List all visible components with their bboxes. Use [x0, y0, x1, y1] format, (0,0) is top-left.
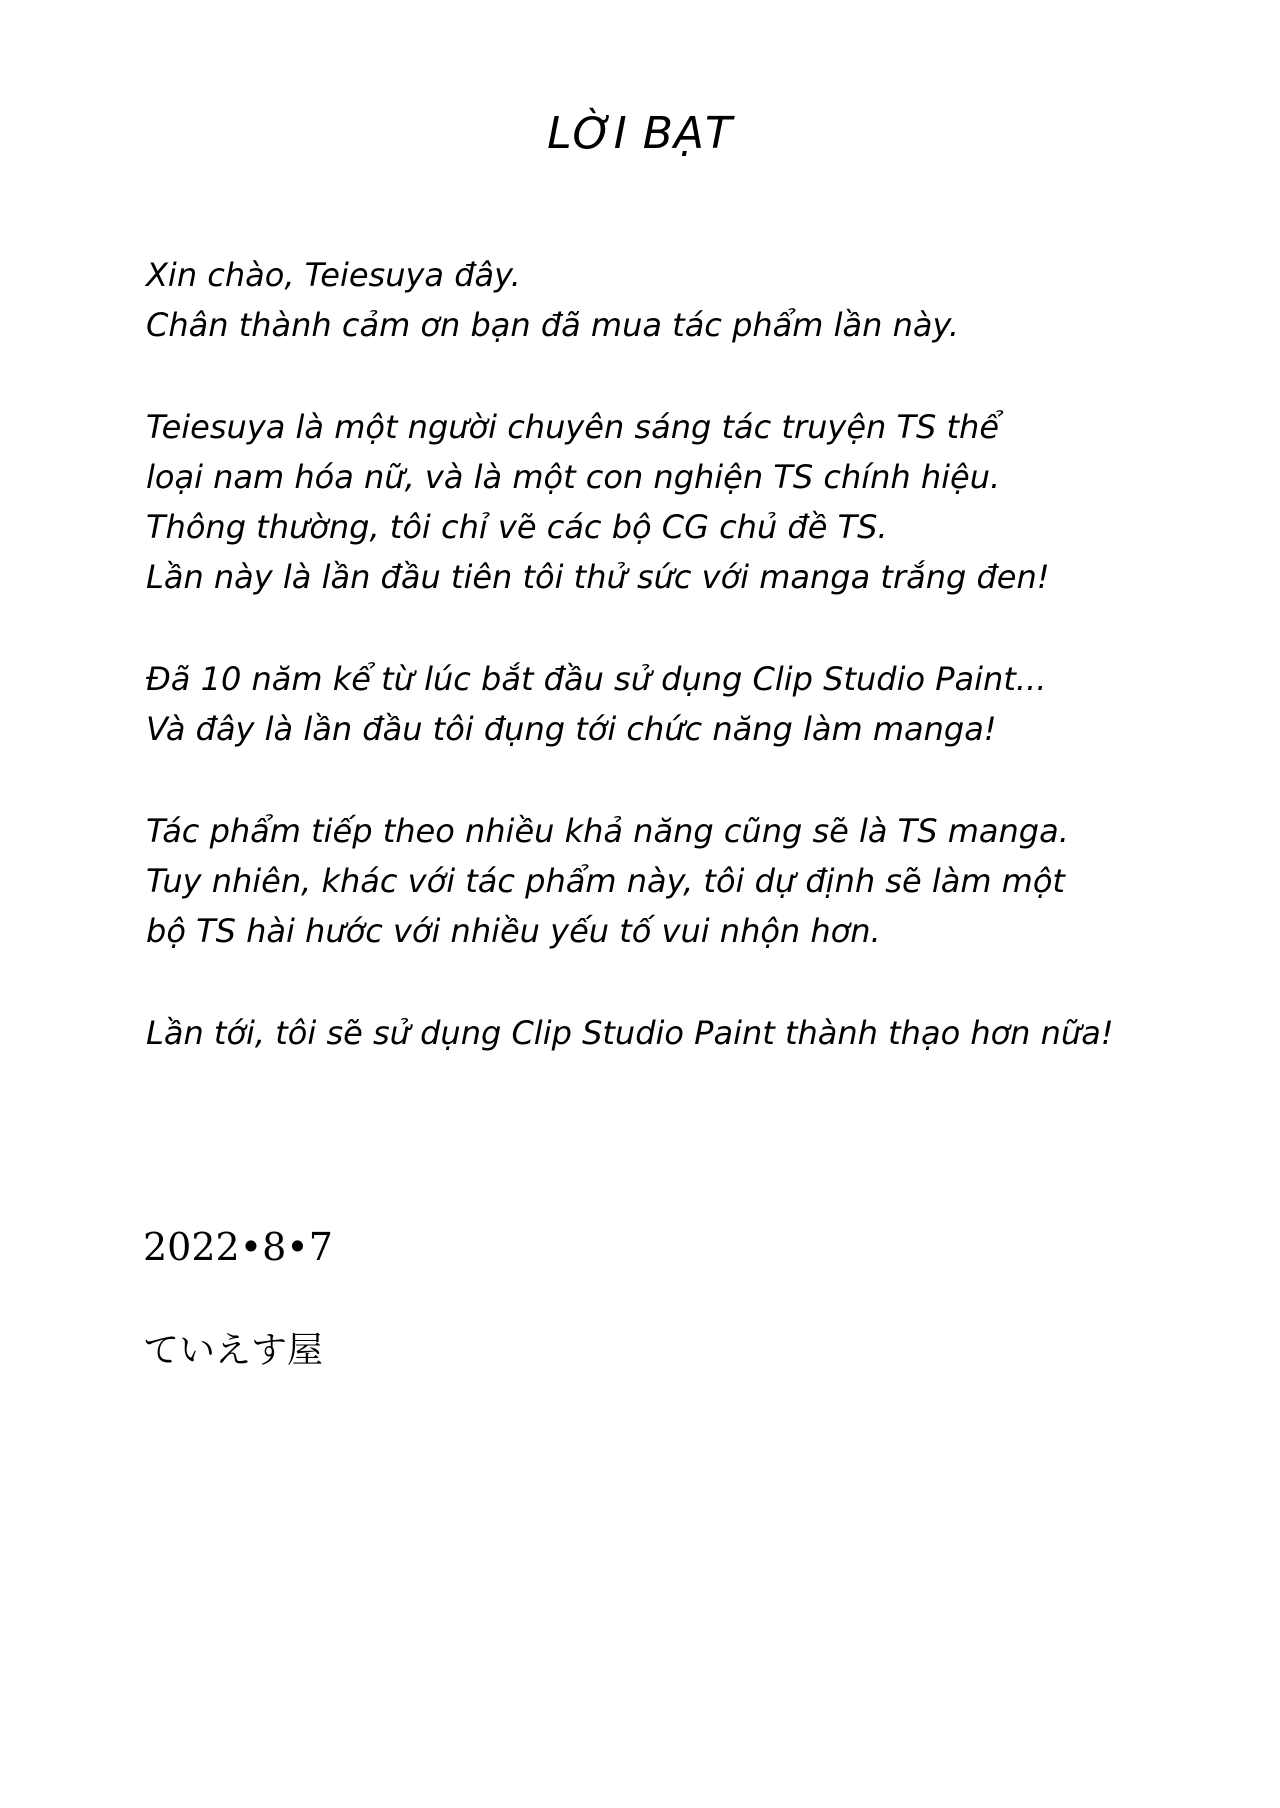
text-line: Teiesuya là một người chuyên sáng tác truyện TS thể	[146, 408, 999, 446]
paragraph-software	[146, 654, 1206, 754]
text-line: Tác phẩm tiếp theo nhiều khả năng cũng sẽ là TS manga.	[146, 812, 1069, 850]
text-line: Lần tới, tôi sẽ sử dụng Clip Studio Paint thành thạo hơn nữa!	[146, 1014, 1114, 1052]
afterword-body	[146, 250, 1206, 1110]
paragraph-greeting	[146, 250, 1206, 350]
paragraph-closing	[146, 1008, 1206, 1058]
text-line: loại nam hóa nữ, và là một con nghiện TS chính hiệu.	[146, 458, 1001, 496]
text-line: Và đây là lần đầu tôi đụng tới chức năng làm manga!	[146, 710, 997, 748]
text-line: Đã 10 năm kể từ lúc bắt đầu sử dụng Clip Studio Paint...	[146, 660, 1047, 698]
page-title: LỜI BẠT	[547, 108, 733, 159]
date-stamp: 2022•8•7	[143, 1225, 333, 1269]
paragraph-next-work	[146, 806, 1206, 956]
text-line: Thông thường, tôi chỉ vẽ các bộ CG chủ đề TS.	[146, 508, 888, 546]
text-line: Xin chào, Teiesuya đây.	[146, 256, 521, 294]
text-line: bộ TS hài hước với nhiều yếu tố vui nhộn hơn.	[146, 912, 881, 950]
text-line: Tuy nhiên, khác với tác phẩm này, tôi dự định sẽ làm một	[146, 862, 1065, 900]
text-line: Chân thành cảm ơn bạn đã mua tác phẩm lần này.	[146, 306, 960, 344]
text-line: Lần này là lần đầu tiên tôi thử sức với manga trắng đen!	[146, 558, 1050, 596]
paragraph-introduction	[146, 402, 1206, 602]
author-signature: ていえす屋	[143, 1330, 324, 1371]
